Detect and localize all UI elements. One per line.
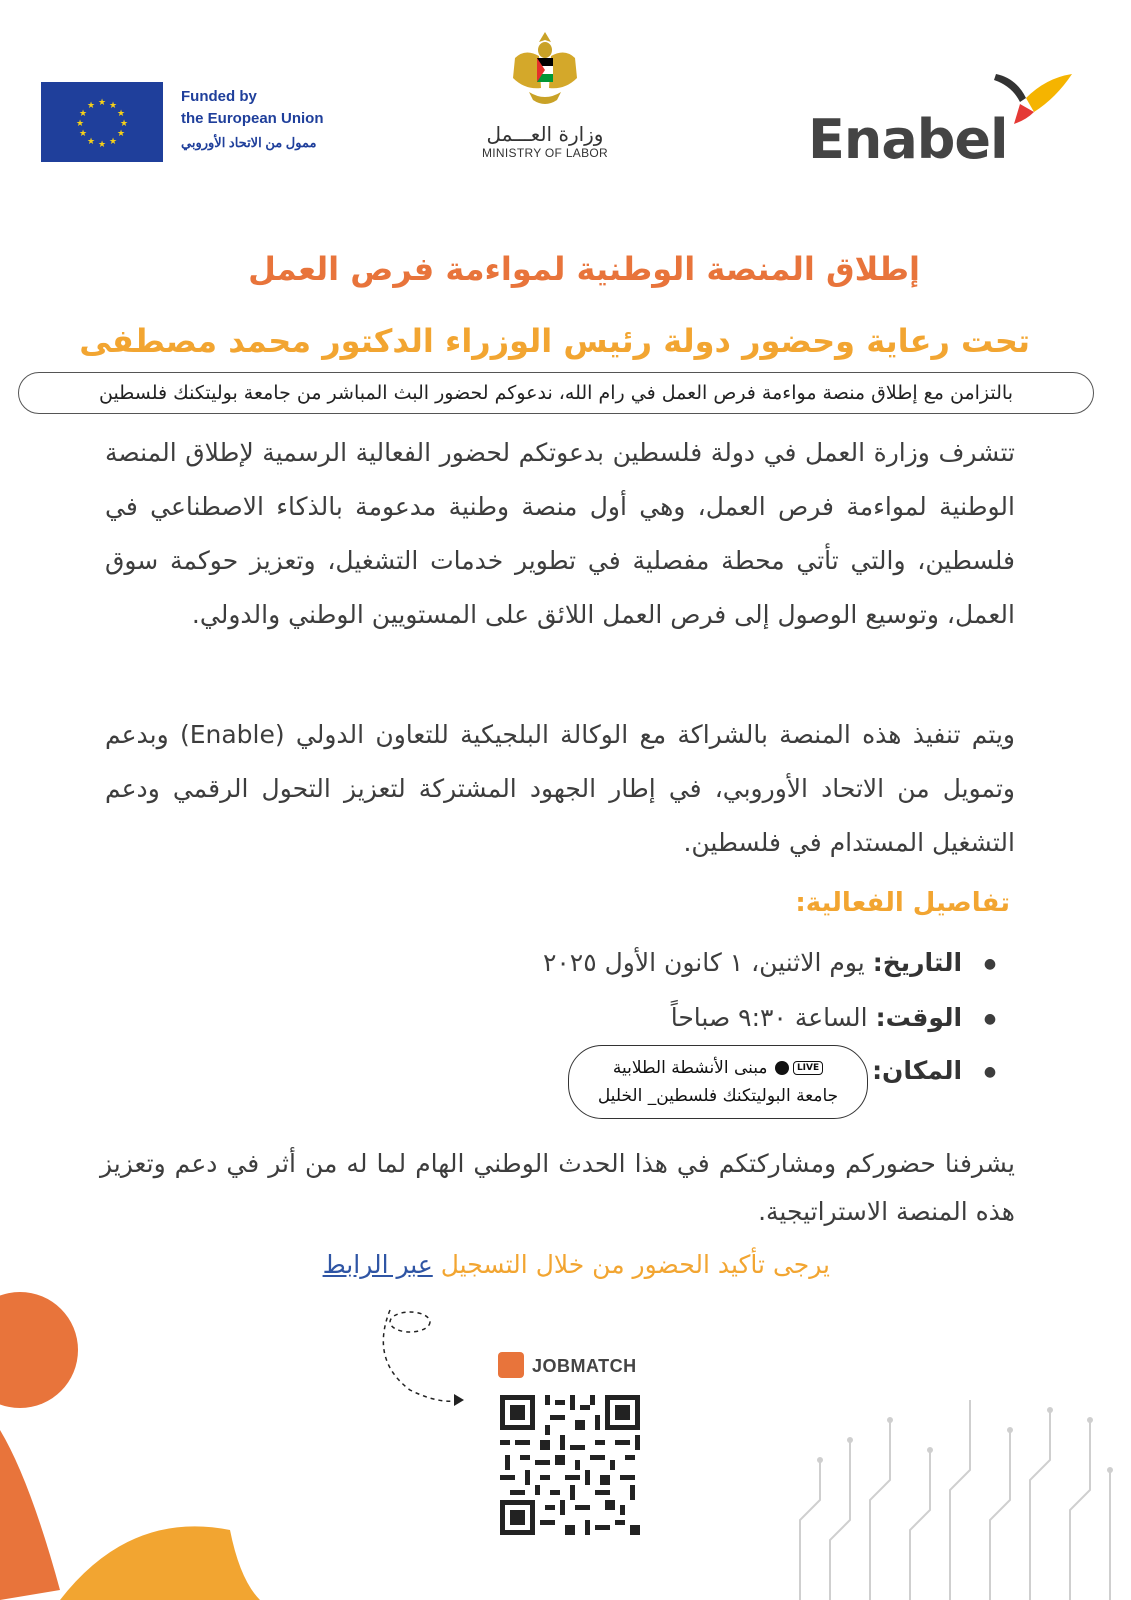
jobmatch-logo [498, 1352, 658, 1382]
svg-text:★: ★ [119, 119, 129, 129]
event-details-heading: تفاصيل الفعالية: [795, 888, 1010, 918]
closing-paragraph: يشرفنا حضوركم ومشاركتكم في هذا الحدث الوطني الهام لما له من أثر في دعم وتعزيز هذه المنصة الاستراتيجية. [100, 1149, 1015, 1226]
jobmatch-wordmark: JOBMATCH [532, 1356, 637, 1376]
palestine-eagle-emblem-icon [505, 28, 585, 118]
svg-text:★: ★ [86, 101, 96, 111]
eu-flag-icon [41, 82, 163, 162]
intro-paragraph: تتشرف وزارة العمل في دولة فلسطين بدعوتكم لحضور الفعالية الرسمية لإطلاق المنصة الوطنية لمواءمة فرص العمل، وهي أول منصة وطنية مدعومة بالذكاء الاصطناعي في فلسطين، والتي تأتي محطة مفصلية في تطوير خدمات التشغيل، وتعزيز حوكمة سوق العمل، وتوسيع الوصول إلى فرص العمل اللائق على المستويين الوطني والدولي. [105, 438, 1015, 629]
svg-text:★: ★ [78, 109, 88, 119]
svg-text:★: ★ [116, 129, 126, 139]
svg-text:★: ★ [108, 101, 118, 111]
event-place-label: المكان: [872, 1056, 963, 1085]
qr-code-icon[interactable] [500, 1395, 640, 1535]
ministry-of-labor-logo [470, 28, 620, 168]
rsvp-link[interactable]: عبر الرابط [322, 1250, 433, 1279]
bullet-icon: ● [983, 1011, 997, 1027]
event-date-row [200, 948, 1010, 977]
circuit-lines-decoration [760, 1400, 1131, 1600]
bullet-icon: ● [983, 1064, 997, 1080]
record-dot-icon [775, 1061, 789, 1075]
rsvp-line [200, 1250, 830, 1279]
event-time-value: الساعة ٩:٣٠ صباحاً [670, 1003, 868, 1032]
event-time-label: الوقت: [875, 1003, 963, 1032]
ministry-name-arabic: وزارة العـــمل [486, 122, 604, 146]
page-subtitle: تحت رعاية وحضور دولة رئيس الوزراء الدكتور محمد مصطفى [79, 322, 1030, 360]
svg-text:★: ★ [108, 137, 118, 147]
event-place-line2: جامعة البوليتكنك فلسطين_ الخليل [597, 1086, 839, 1106]
dashed-arrow-icon [370, 1300, 480, 1430]
eu-funding-text [181, 86, 381, 156]
jobmatch-m-icon [498, 1352, 524, 1378]
event-date-label: التاريخ: [872, 948, 963, 977]
partnership-paragraph: ويتم تنفيذ هذه المنصة بالشراكة مع الوكالة البلجيكية للتعاون الدولي (Enable) وبدعم وتمويل من الاتحاد الأوروبي، في إطار الجهود المشتركة لتعزيز التحول الرقمي ودعم التشغيل المستدام في فلسطين. [105, 720, 1015, 857]
svg-text:★: ★ [97, 98, 107, 108]
enabel-logo [808, 68, 1088, 171]
svg-text:★: ★ [86, 137, 96, 147]
event-place-line1: مبنى الأنشطة الطلابية [612, 1058, 768, 1078]
bullet-icon: ● [983, 956, 997, 972]
svg-text:★: ★ [116, 109, 126, 119]
enabel-wordmark: Enabel [808, 108, 1008, 171]
event-place-box [568, 1045, 868, 1119]
svg-text:★: ★ [78, 129, 88, 139]
eu-funded-arabic: ممول من الاتحاد الأوروبي [181, 135, 317, 150]
svg-text:★: ★ [97, 140, 107, 150]
event-date-value: يوم الاثنين، ١ كانون الأول ٢٠٢٥ [542, 948, 865, 977]
event-time-row [200, 1003, 1010, 1032]
rsvp-text: يرجى تأكيد الحضور من خلال التسجيل [440, 1250, 830, 1279]
svg-text:★: ★ [75, 119, 85, 129]
ministry-name-english: MINISTRY OF LABOR [481, 146, 608, 160]
eu-funded-line1: Funded by [181, 88, 257, 105]
live-badge: LIVE [793, 1061, 823, 1075]
page-title: إطلاق المنصة الوطنية لمواءمة فرص العمل [248, 250, 920, 288]
live-stream-banner: بالتزامن مع إطلاق منصة مواءمة فرص العمل في رام الله، ندعوكم لحضور البث المباشر من جامعة بوليتكنك فلسطين [18, 372, 1094, 414]
orange-shapes-decoration [0, 1290, 300, 1600]
eu-funded-line2: the European Union [181, 110, 324, 127]
